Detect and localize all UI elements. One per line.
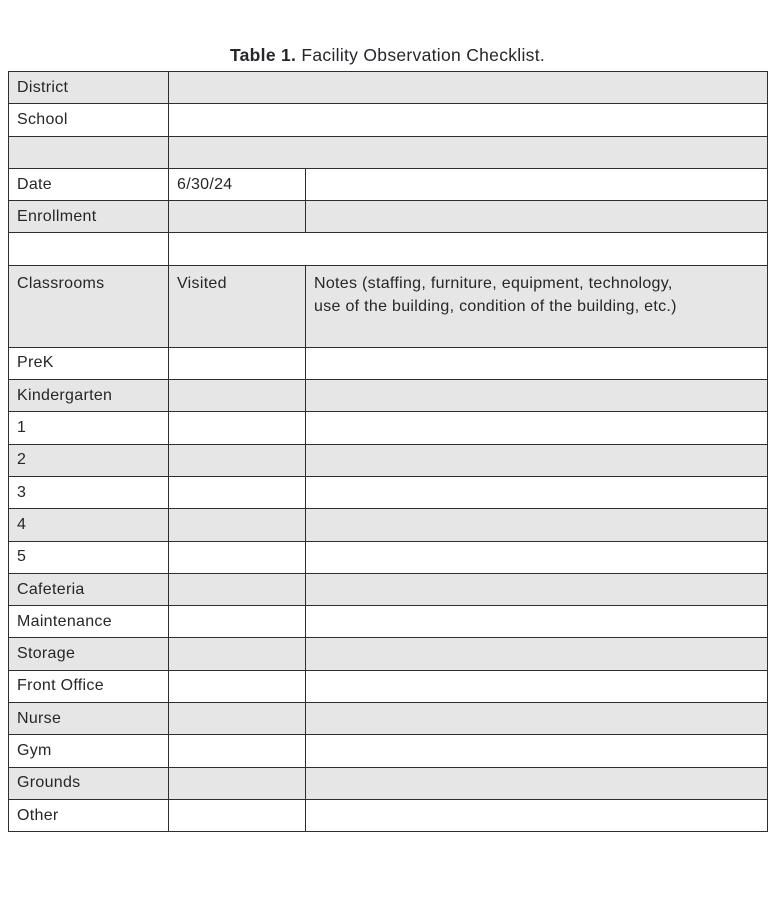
notes-cell[interactable] [306, 703, 768, 735]
spacer2-label-cell [9, 233, 169, 265]
notes-cell[interactable] [306, 476, 768, 508]
visited-cell[interactable] [169, 509, 306, 541]
table-row [9, 201, 768, 233]
visited-cell[interactable] [169, 767, 306, 799]
table-row [9, 638, 768, 670]
table-row [9, 606, 768, 638]
table-row [9, 444, 768, 476]
row-label-cell: Front Office [9, 670, 169, 702]
notes-cell[interactable] [306, 444, 768, 476]
row-label-cell: 2 [9, 444, 169, 476]
row-label-cell: Grounds [9, 767, 169, 799]
row-label-cell: Gym [9, 735, 169, 767]
date-extra-cell[interactable] [306, 168, 768, 200]
visited-cell[interactable] [169, 703, 306, 735]
row-label-cell: 5 [9, 541, 169, 573]
notes-cell[interactable] [306, 347, 768, 379]
notes-cell[interactable] [306, 767, 768, 799]
row-label-cell: 1 [9, 412, 169, 444]
table-number-label: Table 1. [229, 45, 297, 65]
page-title [0, 45, 775, 66]
visited-cell[interactable] [169, 799, 306, 831]
table-row [9, 799, 768, 831]
checklist-header-row [9, 265, 768, 347]
notes-cell[interactable] [306, 380, 768, 412]
table-row [9, 136, 768, 168]
visited-cell[interactable] [169, 412, 306, 444]
row-label-cell: Cafeteria [9, 573, 169, 605]
notes-cell[interactable] [306, 670, 768, 702]
spacer-value-cell[interactable] [169, 136, 768, 168]
notes-cell[interactable] [306, 638, 768, 670]
notes-cell[interactable] [306, 573, 768, 605]
date-value-cell[interactable]: 6/30/24 [169, 168, 306, 200]
notes-cell[interactable] [306, 735, 768, 767]
notes-cell[interactable] [306, 606, 768, 638]
visited-cell[interactable] [169, 573, 306, 605]
spacer-label-cell [9, 136, 169, 168]
visited-cell[interactable] [169, 380, 306, 412]
spacer2-value-cell[interactable] [169, 233, 768, 265]
enrollment-label-cell: Enrollment [9, 201, 169, 233]
row-label-cell: Storage [9, 638, 169, 670]
enrollment-value-cell[interactable] [169, 201, 306, 233]
visited-cell[interactable] [169, 606, 306, 638]
visited-cell[interactable] [169, 638, 306, 670]
table-row [9, 380, 768, 412]
table-row [9, 703, 768, 735]
table-title-text: Facility Observation Checklist. [296, 45, 546, 65]
row-label-cell: 3 [9, 476, 169, 508]
visited-cell[interactable] [169, 444, 306, 476]
row-label-cell: Maintenance [9, 606, 169, 638]
table-row [9, 541, 768, 573]
table-row [9, 412, 768, 444]
table-row [9, 476, 768, 508]
visited-header-cell: Visited [169, 265, 306, 347]
school-value-cell[interactable] [169, 104, 768, 136]
notes-header-cell [306, 265, 768, 347]
notes-cell[interactable] [306, 412, 768, 444]
table-row [9, 72, 768, 104]
district-label-cell: District [9, 72, 169, 104]
row-label-cell: Other [9, 799, 169, 831]
visited-cell[interactable] [169, 476, 306, 508]
table-row [9, 735, 768, 767]
notes-cell[interactable] [306, 541, 768, 573]
visited-cell[interactable] [169, 541, 306, 573]
table-row [9, 509, 768, 541]
date-label-cell: Date [9, 168, 169, 200]
table-row [9, 767, 768, 799]
row-label-cell: PreK [9, 347, 169, 379]
notes-cell[interactable] [306, 799, 768, 831]
facility-observation-checklist-table [8, 71, 768, 832]
table-row [9, 573, 768, 605]
notes-cell[interactable] [306, 509, 768, 541]
table-row [9, 670, 768, 702]
district-value-cell[interactable] [169, 72, 768, 104]
visited-cell[interactable] [169, 735, 306, 767]
row-label-cell: Nurse [9, 703, 169, 735]
table-row [9, 168, 768, 200]
visited-cell[interactable] [169, 670, 306, 702]
enrollment-extra-cell[interactable] [306, 201, 768, 233]
classrooms-header-cell: Classrooms [9, 265, 169, 347]
table-row [9, 347, 768, 379]
table-row [9, 233, 768, 265]
visited-cell[interactable] [169, 347, 306, 379]
school-label-cell: School [9, 104, 169, 136]
row-label-cell: 4 [9, 509, 169, 541]
notes-header-text: Notes (staffing, furniture, equipment, technology, use of the building, condition of the building, etc.) [314, 274, 677, 315]
row-label-cell: Kindergarten [9, 380, 169, 412]
table-row [9, 104, 768, 136]
